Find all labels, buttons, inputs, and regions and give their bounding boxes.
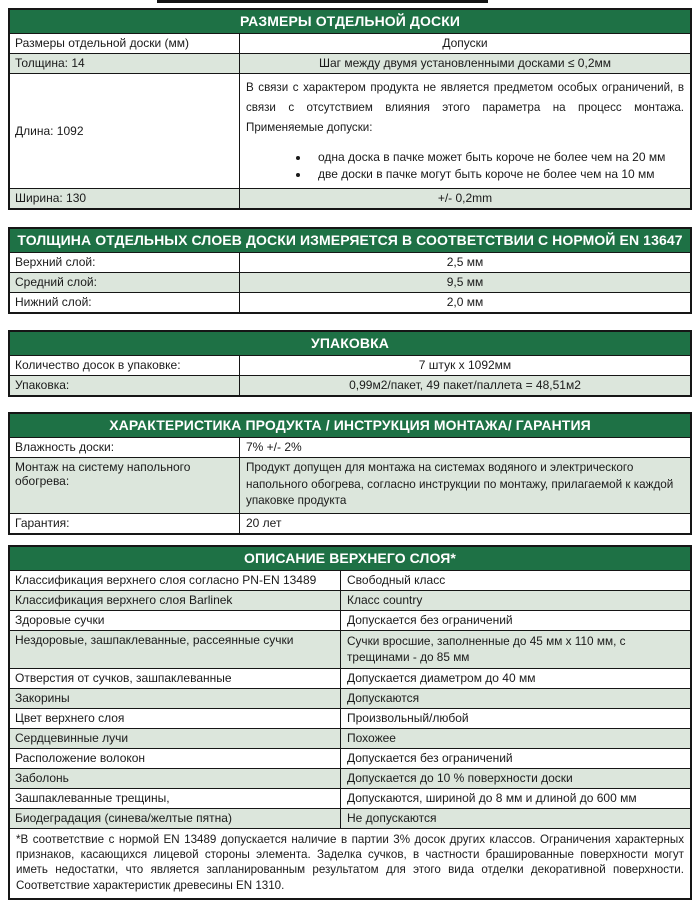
column-header-dimensions: Размеры отдельной доски (мм): [10, 34, 239, 53]
row-value: 7 штук x 1092мм: [239, 356, 690, 375]
row-value: Допускается без ограничений: [340, 611, 690, 630]
row-label: Верхний слой:: [10, 253, 239, 272]
table-row: [10, 34, 690, 53]
row-label: Здоровые сучки: [10, 611, 340, 630]
row-label: Гарантия:: [10, 514, 239, 533]
row-label: Средний слой:: [10, 273, 239, 292]
row-label: Заболонь: [10, 769, 340, 788]
row-value: Шаг между двумя установленными досками ≤ 0,2мм: [239, 54, 690, 73]
table-row: [10, 630, 690, 668]
table-row: [10, 610, 690, 630]
table-row: [10, 688, 690, 708]
cropped-table-edge: [157, 0, 488, 3]
row-value: Допускается диаметром до 40 мм: [340, 669, 690, 688]
row-value: 20 лет: [239, 514, 690, 533]
row-label: Длина: 1092: [10, 74, 239, 188]
table-row: [10, 272, 690, 292]
footnote: *В соответствие с нормой EN 13489 допускается наличие в партии 3% досок других классов. Ограничения характерных признаков, касающихся лицевой стороны элемента. Заделка сучков, в частности брашированные поверхности могут иметь недостатки, что является запланированным результатом для этого вида отделки декоративной поверхности. Соответствие характеристик древесины EN 1310.: [10, 828, 690, 899]
spec-document: [8, 8, 692, 900]
row-value: Допускаются, шириной до 8 мм и длиной до 600 мм: [340, 789, 690, 808]
row-label: Классификация верхнего слоя согласно PN-EN 13489: [10, 571, 340, 590]
row-label: Ширина: 130: [10, 189, 239, 208]
row-value: Допускается до 10 % поверхности доски: [340, 769, 690, 788]
table-row: [10, 748, 690, 768]
table-row: [10, 53, 690, 73]
row-label: Зашпаклеванные трещины,: [10, 789, 340, 808]
row-value: Произвольный/любой: [340, 709, 690, 728]
row-value: +/- 0,2mm: [239, 189, 690, 208]
row-label: Упаковка:: [10, 376, 239, 395]
table-row: [10, 668, 690, 688]
table-title: УПАКОВКА: [10, 332, 690, 356]
row-label: Биодеградация (синева/желтые пятна): [10, 809, 340, 828]
table-row: [10, 788, 690, 808]
row-label: Отверстия от сучков, зашпаклеванные: [10, 669, 340, 688]
row-value: 2,5 мм: [239, 253, 690, 272]
row-value: Не допускаются: [340, 809, 690, 828]
row-value: 0,99м2/пакет, 49 пакет/паллета = 48,51м2: [239, 376, 690, 395]
table-row: [10, 728, 690, 748]
row-label: Нижний слой:: [10, 293, 239, 312]
table-row: [10, 438, 690, 457]
column-header-tolerances: Допуски: [239, 34, 690, 53]
table-layer-thickness: [8, 227, 692, 314]
row-value: Допускается без ограничений: [340, 749, 690, 768]
table-row: [10, 768, 690, 788]
table-product-characteristics: [8, 412, 692, 535]
row-label: Количество досок в упаковке:: [10, 356, 239, 375]
table-row: [10, 253, 690, 272]
table-title: ТОЛЩИНА ОТДЕЛЬНЫХ СЛОЕВ ДОСКИ ИЗМЕРЯЕТСЯ В СООТВЕТСТВИИ С НОРМОЙ EN 13647: [10, 229, 690, 253]
row-value: Продукт допущен для монтажа на системах водяного и электрического напольного обогрева, согласно инструкции по монтажу, прилагаемой к каждой упаковке продукта: [239, 458, 690, 513]
table-row: [10, 590, 690, 610]
row-value: 7% +/- 2%: [239, 438, 690, 457]
row-value: Допускаются: [340, 689, 690, 708]
row-value: 2,0 мм: [239, 293, 690, 312]
table-row: [10, 513, 690, 533]
table-row: [10, 356, 690, 375]
table-row: [10, 188, 690, 208]
table-row: [10, 292, 690, 312]
bullet-item: • одна доска в пачке может быть короче не более чем на 20 мм: [310, 149, 684, 166]
table-title: ОПИСАНИЕ ВЕРХНЕГО СЛОЯ*: [10, 547, 690, 571]
table-title: ХАРАКТЕРИСТИКА ПРОДУКТА / ИНСТРУКЦИЯ МОНТАЖА/ ГАРАНТИЯ: [10, 414, 690, 438]
row-label: Нездоровые, зашпаклеванные, рассеянные сучки: [10, 631, 340, 668]
table-board-dimensions: [8, 8, 692, 210]
length-tolerance-bullets: [246, 149, 684, 183]
length-tolerance-paragraph: В связи с характером продукта не является предметом особых ограничений, в связи с отсутствием влияния этого параметра на процесс монтажа. Применяемые допуски:: [246, 76, 684, 138]
table-row: [10, 808, 690, 828]
bullet-item: • две доски в пачке могут быть короче не более чем на 10 мм: [310, 166, 684, 183]
table-row: [10, 73, 690, 188]
row-label: Расположение волокон: [10, 749, 340, 768]
row-label: Закорины: [10, 689, 340, 708]
table-title: РАЗМЕРЫ ОТДЕЛЬНОЙ ДОСКИ: [10, 10, 690, 34]
row-value: Сучки вросшие, заполненные до 45 мм x 110 мм, с трещинами - до 85 мм: [340, 631, 690, 668]
row-label: Толщина: 14: [10, 54, 239, 73]
table-row: [10, 375, 690, 395]
row-value: Класс country: [340, 591, 690, 610]
row-value: [239, 74, 690, 188]
table-row: [10, 457, 690, 513]
row-label: Влажность доски:: [10, 438, 239, 457]
row-value: Похожее: [340, 729, 690, 748]
table-row: [10, 708, 690, 728]
row-value: Свободный класс: [340, 571, 690, 590]
row-label: Классификация верхнего слоя Barlinek: [10, 591, 340, 610]
row-label: Монтаж на систему напольного обогрева:: [10, 458, 239, 513]
table-row: [10, 571, 690, 590]
row-value: 9,5 мм: [239, 273, 690, 292]
table-packaging: [8, 330, 692, 397]
row-label: Сердцевинные лучи: [10, 729, 340, 748]
row-label: Цвет верхнего слоя: [10, 709, 340, 728]
table-top-layer-description: [8, 545, 692, 900]
